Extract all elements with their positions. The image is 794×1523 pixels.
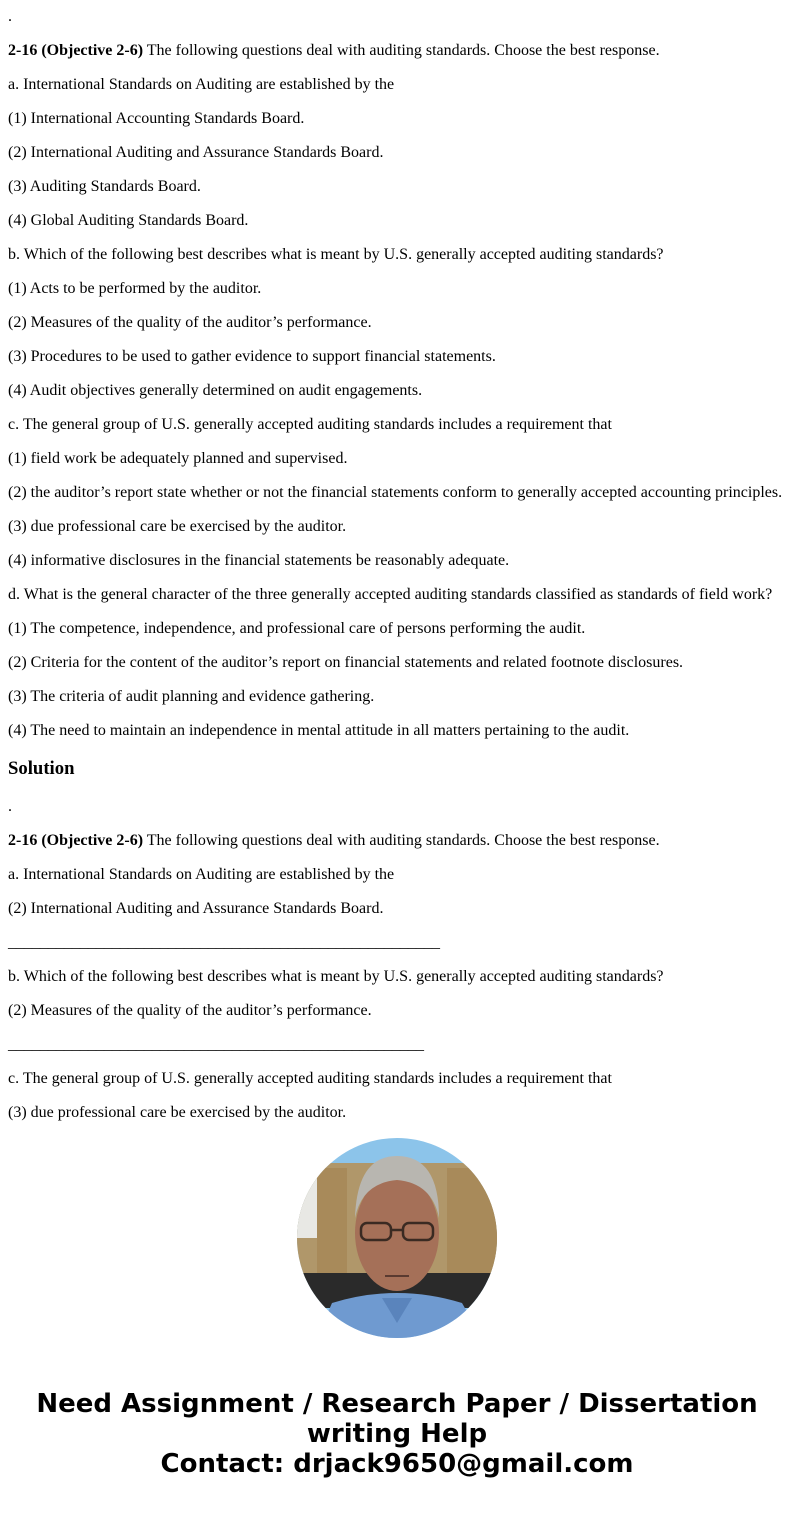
solution-title: Solution <box>8 758 75 779</box>
text-line: (3) due professional care be exercised by the auditor. <box>8 1104 347 1121</box>
text-line: c. The general group of U.S. generally accepted auditing standards includes a requirement that <box>8 1070 612 1087</box>
text-line: (2) Criteria for the content of the auditor’s report on financial statements and related footnote disclosures. <box>8 654 684 671</box>
text-line: (4) Audit objectives generally determined on audit engagements. <box>8 382 423 399</box>
solution-intro: The following questions deal with auditing standards. Choose the best response. <box>143 832 660 849</box>
question-intro: The following questions deal with auditing standards. Choose the best response. <box>143 42 660 59</box>
text-line: b. Which of the following best describes what is meant by U.S. generally accepted auditing standards? <box>8 246 664 263</box>
text-line: a. International Standards on Auditing are established by the <box>8 76 395 93</box>
objective-label: 2-16 (Objective 2-6) <box>8 42 144 59</box>
text-line: c. The general group of U.S. generally accepted auditing standards includes a requirement that <box>8 416 612 433</box>
text-line: (3) Auditing Standards Board. <box>8 178 201 195</box>
solution-section <box>8 798 786 1122</box>
text-line: a. International Standards on Auditing are established by the <box>8 866 395 883</box>
promo-line-2: writing Help <box>306 1419 488 1449</box>
text-line: (1) The competence, independence, and professional care of persons performing the audit. <box>8 620 586 637</box>
text-line: (1) field work be adequately planned and supervised. <box>8 450 348 467</box>
text-line: (1) International Accounting Standards Board. <box>8 110 305 127</box>
text-line: (2) Measures of the quality of the auditor’s performance. <box>8 314 372 331</box>
solution-heading <box>8 832 786 850</box>
text-line: (2) the auditor’s report state whether or not the financial statements conform to generally accepted accounting principles. <box>8 484 783 501</box>
text-line: (4) The need to maintain an independence in mental attitude in all matters pertaining to the audit. <box>8 722 630 739</box>
lead-dot: . <box>8 8 12 25</box>
author-portrait-image <box>297 1138 497 1338</box>
objective-label: 2-16 (Objective 2-6) <box>8 832 144 849</box>
text-line: (3) due professional care be exercised by the auditor. <box>8 518 347 535</box>
question-heading <box>8 42 786 60</box>
promo-line-1: Need Assignment / Research Paper / Dissertation <box>36 1389 758 1419</box>
author-photo <box>297 1138 497 1338</box>
text-line: (4) Global Auditing Standards Board. <box>8 212 249 229</box>
author-photo-container <box>8 1138 786 1338</box>
text-line: b. Which of the following best describes what is meant by U.S. generally accepted auditing standards? <box>8 968 664 985</box>
text-line: (1) Acts to be performed by the auditor. <box>8 280 262 297</box>
text-line: (2) International Auditing and Assurance Standards Board. <box>8 144 384 161</box>
question-section <box>8 8 786 740</box>
text-line: (4) informative disclosures in the financial statements be reasonably adequate. <box>8 552 510 569</box>
text-line: (3) The criteria of audit planning and evidence gathering. <box>8 688 375 705</box>
separator-line: ______________________________________________________ <box>8 934 440 951</box>
text-line: (2) International Auditing and Assurance Standards Board. <box>8 900 384 917</box>
promo-contact: Contact: drjack9650@gmail.com <box>160 1449 634 1479</box>
text-line: (3) Procedures to be used to gather evidence to support financial statements. <box>8 348 496 365</box>
promo-banner <box>8 1389 786 1479</box>
lead-dot: . <box>8 798 12 815</box>
separator-line: ____________________________________________________ <box>8 1036 424 1053</box>
text-line: (2) Measures of the quality of the auditor’s performance. <box>8 1002 372 1019</box>
question-lines <box>8 76 786 740</box>
text-line: d. What is the general character of the three generally accepted auditing standards classified as standards of field work? <box>8 586 773 603</box>
solution-lines <box>8 866 786 1122</box>
